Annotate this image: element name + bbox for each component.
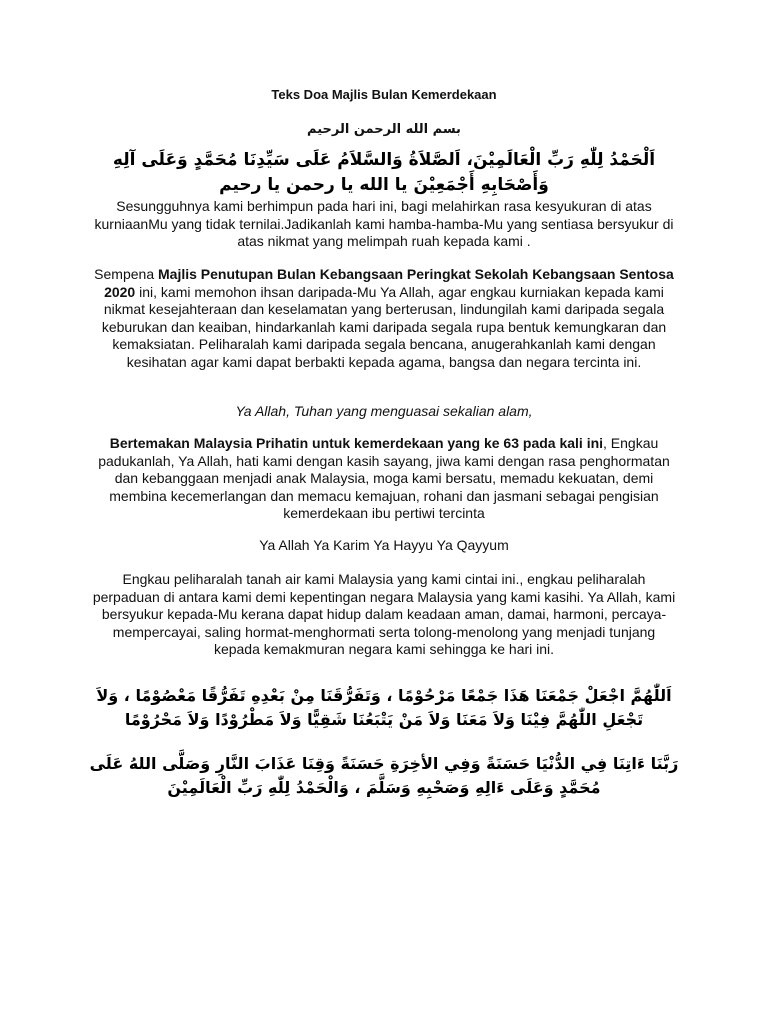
- occasion-lead: Sempena: [94, 266, 158, 282]
- paragraph-occasion: [90, 266, 678, 371]
- paragraph-theme: [90, 435, 678, 523]
- opening-arabic-prayer: اَلْحَمْدُ لِلّٰهِ رَبِّ الْعَالَمِيْنَ، اَلصَّلاَةُ وَالسَّلاَمُ عَلَى سَيِّدِنَا مُحَمَّدٍ وَعَلَى آلِهِ وَأَصْحَابِهِ أَجْمَعِيْنَ يا الله يا رحمن يا رحيم: [112, 150, 656, 195]
- closing-arabic-prayer-2: رَبَّنَا ءَاتِنَا فِي الدُّنْيَا حَسَنَةً وَفِي الأخِرَةِ حَسَنَةً وَقِنَا عَذَابَ النَّارِ وَصَلَّى اللهُ عَلَى مُحَمَّدٍ وَعَلَى ءَالِهِ وَصَحْبِهِ وَسَلَّمَ ، وَالْحَمْدُ لِلّٰهِ رَبِّ الْعَالَمِيْنَ: [89, 754, 679, 797]
- document-title: Teks Doa Majlis Bulan Kemerdekaan: [271, 87, 497, 102]
- paragraph-gratitude: Sesungguhnya kami berhimpun pada hari ini, bagi melahirkan rasa kesyukuran di atas kurniaanMu yang tidak ternilai.Jadikanlah kami hamba-hamba-Mu yang sentiasa bersyukur di atas nikmat yang melimpah ruah kepada kami .: [94, 198, 674, 249]
- paragraph-protection: Engkau peliharalah tanah air kami Malaysia yang kami cintai ini., engkau peliharalah perpaduan di antara kami demi kepentingan negara Malaysia yang kami kasihi. Ya Allah, kami bersyukur kepada-Mu kerana dapat hidup dalam keadaan aman, damai, harmoni, percaya-mempercayai, saling hormat-menghormati serta tolong-menolong yang menjadi tunjang kepada kemakmuran negara kami sehingga ke hari ini.: [92, 571, 676, 657]
- paragraph-invocation: Ya Allah, Tuhan yang menguasai sekalian alam,: [235, 403, 533, 419]
- closing-arabic-prayer-1: اَللّٰهُمَّ اجْعَلْ جَمْعَنَا هَذَا جَمْعًا مَرْحُوْمًا ، وَتَفَرُّقَنَا مِنْ بَعْدِهِ تَفَرُّقًا مَعْصُوْمًا ، وَلاَ تَجْعَلِ اللّٰهُمَّ فِيْنَا وَلاَ مَعَنَا وَلاَ مَنْ يَتْبَعُنَا شَقِيًّا وَلاَ مَطْرُوْدًا وَلاَ مَحْرُوْمًا: [96, 686, 672, 729]
- occasion-event-name: Majlis Penutupan Bulan Kebangsaan Peringkat Sekolah Kebangsaan Sentosa 2020: [104, 266, 674, 300]
- theme-statement: Bertemakan Malaysia Prihatin untuk kemerdekaan yang ke 63 pada kali ini: [109, 435, 604, 451]
- paragraph-divine-names: Ya Allah Ya Karim Ya Hayyu Ya Qayyum: [259, 537, 509, 553]
- theme-body: , Engkau padukanlah, Ya Allah, hati kami dengan kasih sayang, jiwa kami dengan rasa penghormatan dan kebanggaan menjadi anak Malaysia, moga kami bersatu, memadu kekuatan, demi membina kecemerlangan dan memacu kemajuan, rohani dan jasmani sebagai pengisian kemerdekaan ibu pertiwi tercinta: [98, 435, 670, 521]
- occasion-body: ini, kami memohon ihsan daripada-Mu Ya Allah, agar engkau kurniakan kepada kami nikmat kesejahteraan dan keselamatan yang berterusan, lindungilah kami daripada segala keburukan dan keaiban, hindarkanlah kami daripada segala rupa bentuk kemungkaran dan kemaksiatan. Peliharalah kami daripada segala bencana, anugerahkanlah kami dengan kesihatan agar kami dapat berbakti kepada agama, bangsa dan negara tercinta ini.: [101, 283, 667, 370]
- bismillah-line: بسم الله الرحمن الرحيم: [307, 122, 461, 137]
